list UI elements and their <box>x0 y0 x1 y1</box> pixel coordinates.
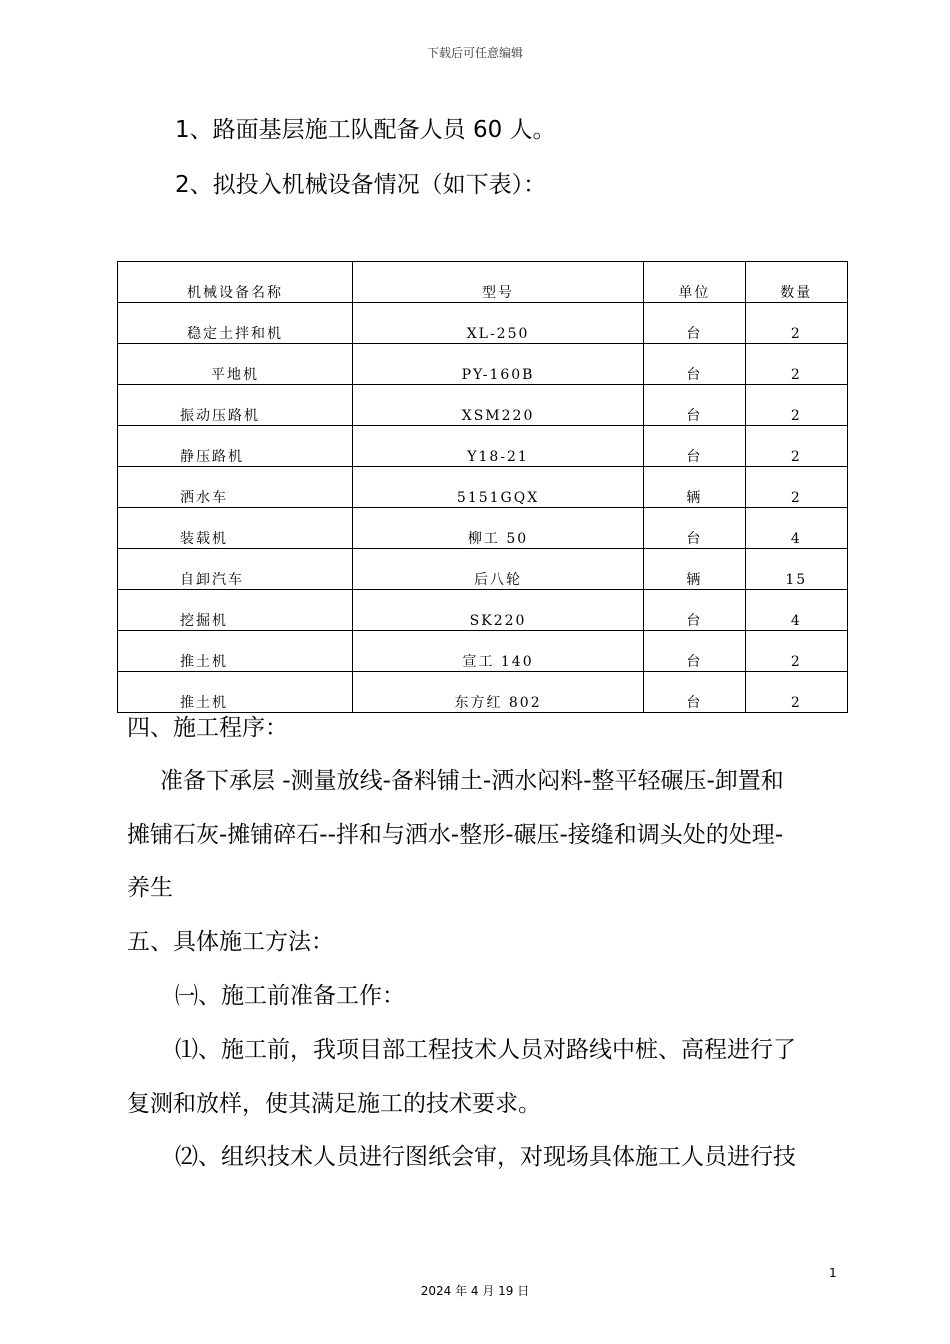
cell-text: 2 <box>790 654 802 670</box>
cell-text: 稳定土拌和机 <box>186 326 283 342</box>
cell-name <box>118 344 353 385</box>
cell-text: 台 <box>686 531 703 547</box>
cell-text: 5151GQX <box>456 490 540 506</box>
table-header-row <box>118 262 848 303</box>
equipment-table <box>117 261 848 713</box>
cell-qty <box>745 631 847 672</box>
cell-text: 2 <box>790 408 802 424</box>
cell-text: 后八轮 <box>474 572 523 588</box>
header-cell-model <box>352 262 643 303</box>
cell-text: 辆 <box>686 572 703 588</box>
cell-unit <box>644 508 745 549</box>
cell-name <box>118 590 353 631</box>
table-row <box>118 508 848 549</box>
cell-text: 台 <box>686 367 703 383</box>
header-text: 机械设备名称 <box>186 285 283 301</box>
table-row <box>118 426 848 467</box>
cell-text: PY-160B <box>461 367 535 383</box>
cell-text: Y18-21 <box>467 449 529 465</box>
table-row <box>118 672 848 713</box>
cell-name <box>118 508 353 549</box>
cell-qty <box>745 303 847 344</box>
cell-unit <box>644 303 745 344</box>
cell-text: 2 <box>790 449 802 465</box>
cell-text: 辆 <box>686 490 703 506</box>
cell-model <box>352 672 643 713</box>
cell-text: 装载机 <box>180 531 228 547</box>
section5-p1-line2: 复测和放样，使其满足施工的技术要求。 <box>127 1091 541 1117</box>
cell-unit <box>644 344 745 385</box>
cell-qty <box>745 467 847 508</box>
cell-name <box>118 385 353 426</box>
cell-unit <box>644 549 745 590</box>
cell-text: SK220 <box>469 613 527 629</box>
cell-model <box>352 467 643 508</box>
cell-text: 2 <box>790 367 802 383</box>
cell-qty <box>745 385 847 426</box>
cell-text: XL-250 <box>466 326 530 342</box>
cell-text: 2 <box>790 326 802 342</box>
cell-name <box>118 672 353 713</box>
cell-unit <box>644 631 745 672</box>
cell-text: 平地机 <box>210 367 259 383</box>
cell-model <box>352 508 643 549</box>
cell-name <box>118 631 353 672</box>
cell-text: 2 <box>790 695 802 711</box>
cell-text: 自卸汽车 <box>180 572 244 588</box>
table-row <box>118 467 848 508</box>
header-cell-qty <box>745 262 847 303</box>
cell-text: 挖掘机 <box>180 613 228 629</box>
table-row <box>118 385 848 426</box>
cell-text: 洒水车 <box>180 490 228 506</box>
cell-text: 宣工 140 <box>462 654 534 670</box>
cell-text: 推土机 <box>180 654 228 670</box>
table-row <box>118 344 848 385</box>
table-row <box>118 303 848 344</box>
cell-qty <box>745 426 847 467</box>
cell-qty <box>745 549 847 590</box>
cell-model <box>352 549 643 590</box>
cell-model <box>352 344 643 385</box>
cell-unit <box>644 590 745 631</box>
cell-qty <box>745 590 847 631</box>
cell-text: 台 <box>686 326 703 342</box>
cell-text: 2 <box>790 490 802 506</box>
cell-text: 柳工 50 <box>467 531 529 547</box>
cell-name <box>118 303 353 344</box>
cell-unit <box>644 385 745 426</box>
cell-model <box>352 631 643 672</box>
cell-text: 台 <box>686 695 703 711</box>
cell-model <box>352 303 643 344</box>
page-header: 下载后可任意编辑 <box>426 46 523 60</box>
cell-text: 东方红 802 <box>454 695 542 711</box>
cell-model <box>352 426 643 467</box>
section5-sub1: ㈠、施工前准备工作： <box>175 983 405 1009</box>
section4-body-line1: 准备下承层 -测量放线-备料铺土-洒水闷料-整平轻碾压-卸置和 <box>160 768 784 794</box>
cell-text: 推土机 <box>180 695 228 711</box>
cell-model <box>352 590 643 631</box>
section5-p2-line1: ⑵、组织技术人员进行图纸会审，对现场具体施工人员进行技 <box>175 1144 796 1170</box>
table-row <box>118 631 848 672</box>
cell-text: 振动压路机 <box>180 408 260 424</box>
cell-unit <box>644 426 745 467</box>
item-equipment-intro: 2、拟投入机械设备情况（如下表）： <box>175 172 547 198</box>
header-text: 数量 <box>780 285 813 301</box>
table-row <box>118 590 848 631</box>
cell-text: 台 <box>686 613 703 629</box>
equipment-table-body <box>118 262 848 713</box>
item-staff-count: 1、路面基层施工队配备人员 60 人。 <box>175 117 556 143</box>
cell-qty <box>745 672 847 713</box>
cell-name <box>118 426 353 467</box>
cell-qty <box>745 344 847 385</box>
cell-text: XSM220 <box>461 408 535 424</box>
section5-p1-line1: ⑴、施工前，我项目部工程技术人员对路线中桩、高程进行了 <box>175 1037 796 1063</box>
cell-text: 4 <box>790 531 802 547</box>
cell-text: 4 <box>790 613 802 629</box>
header-cell-unit <box>644 262 745 303</box>
cell-text: 台 <box>686 449 703 465</box>
cell-name <box>118 467 353 508</box>
cell-model <box>352 385 643 426</box>
section4-heading: 四、施工程序： <box>127 715 288 741</box>
cell-text: 台 <box>686 408 703 424</box>
header-text: 型号 <box>482 285 515 301</box>
cell-qty <box>745 508 847 549</box>
section4-body-line3: 养生 <box>127 875 173 901</box>
footer-date: 2024 年 4 月 19 日 <box>420 1284 530 1298</box>
section4-body-line2: 摊铺石灰-摊铺碎石--拌和与洒水-整形-碾压-接缝和调头处的处理- <box>127 822 784 848</box>
cell-text: 15 <box>785 572 808 588</box>
table-row <box>118 549 848 590</box>
header-text: 单位 <box>678 285 711 301</box>
page-number: 1 <box>829 1266 837 1280</box>
cell-text: 台 <box>686 654 703 670</box>
cell-unit <box>644 672 745 713</box>
cell-text: 静压路机 <box>180 449 244 465</box>
section5-heading: 五、具体施工方法： <box>127 929 334 955</box>
cell-name <box>118 549 353 590</box>
cell-unit <box>644 467 745 508</box>
header-cell-name <box>118 262 353 303</box>
